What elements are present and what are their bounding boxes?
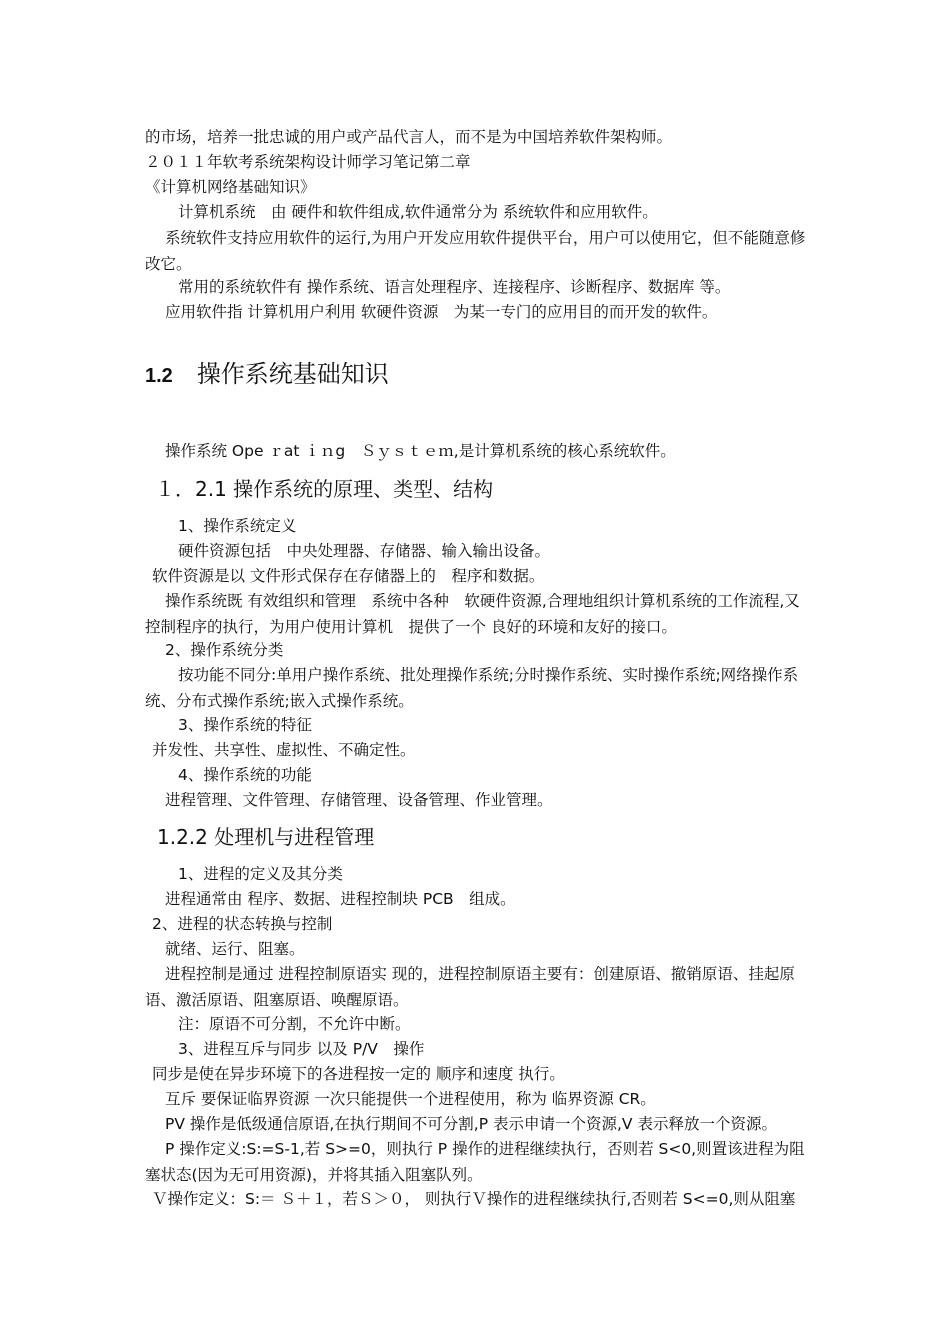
subsection-heading: 1.2.2 处理机与进程管理	[157, 825, 375, 849]
text-line: 常用的系统软件有 操作系统、语言处理程序、连接程序、诊断程序、数据库 等。	[178, 278, 731, 296]
section-title: 操作系统基础知识	[196, 360, 389, 388]
list-heading: 3、操作系统的特征	[178, 716, 312, 734]
text-line: 并发性、共享性、虚拟性、不确定性。	[152, 741, 416, 759]
text-line: 互斥 要保证临界资源 一次只能提供一个进程使用，称为 临界资源 CR。	[165, 1090, 656, 1108]
text-line: 硬件资源包括 中央处理器、存储器、输入输出设备。	[178, 542, 551, 560]
list-heading: 2、操作系统分类	[165, 641, 284, 659]
text-line: 进程通常由 程序、数据、进程控制块 PCB 组成。	[165, 890, 516, 908]
text-line: PV 操作是低级通信原语,在执行期间不可分割,P 表示申请一个资源,V 表示释放一个资源。	[165, 1115, 777, 1133]
text-line: 应用软件指 计算机用户利用 软硬件资源 为某一专门的应用目的而开发的软件。	[165, 303, 718, 321]
section-heading	[145, 357, 810, 393]
paragraph: 按功能不同分:单用户操作系统、批处理操作系统;分时操作系统、实时操作系统;网络操作系统、分布式操作系统;嵌入式操作系统。	[145, 666, 799, 710]
text-line: 同步是使在异步环境下的各进程按一定的 顺序和速度 执行。	[152, 1065, 565, 1083]
note-title: ２０１１年软考系统架构设计师学习笔记第二章	[145, 153, 471, 171]
paragraph: 进程控制是通过 进程控制原语实 现的，进程控制原语主要有：创建原语、撤销原语、挂起原语、激活原语、阻塞原语、唤醒原语。	[145, 965, 795, 1009]
text-line: 的市场，培养一批忠诚的用户或产品代言人，而不是为中国培养软件架构师。	[145, 128, 673, 146]
subsection-heading: １．2.1 操作系统的原理、类型、结构	[155, 477, 494, 501]
text-line: 就绪、运行、阻塞。	[165, 940, 305, 958]
list-heading: 1、进程的定义及其分类	[178, 865, 343, 883]
text-line: 操作系统 Ope ｒat ｉｎg Ｓｙｓｔｅｍ,是计算机系统的核心系统软件。	[165, 442, 676, 460]
section-number: 1.2	[145, 365, 173, 387]
text-line: 计算机系统 由 硬件和软件组成,软件通常分为 系统软件和应用软件。	[178, 203, 658, 221]
paragraph: P 操作定义:S:=S-1,若 S>=0，则执行 P 操作的进程继续执行，否则若 S<0,则置该进程为阻塞状态(因为无可用资源)，并将其插入阻塞队列。	[145, 1140, 805, 1184]
list-heading: 2、进程的状态转换与控制	[152, 915, 333, 933]
paragraph: 操作系统既 有效组织和管理 系统中各种 软硬件资源,合理地组织计算机系统的工作流程,又控制程序的执行，为用户使用计算机 提供了一个 良好的环境和友好的接口。	[145, 592, 800, 636]
paragraph: 系统软件支持应用软件的运行,为用户开发应用软件提供平台，用户可以使用它，但不能随意修改它。	[145, 229, 806, 273]
text-line: Ｖ操作定义：S:＝ Ｓ＋１，若Ｓ＞０， 则执行Ｖ操作的进程继续执行,否则若 S<=0,则从阻塞	[152, 1190, 796, 1208]
list-heading: 3、进程互斥与同步 以及 P/V 操作	[178, 1040, 425, 1058]
text-line: 进程管理、文件管理、存储管理、设备管理、作业管理。	[165, 791, 553, 809]
note-subtitle: 《计算机网络基础知识》	[145, 178, 316, 196]
text-line: 软件资源是以 文件形式保存在存储器上的 程序和数据。	[152, 567, 545, 585]
list-heading: 1、操作系统定义	[178, 517, 297, 535]
list-heading: 4、操作系统的功能	[178, 766, 312, 784]
text-line: 注：原语不可分割，不允许中断。	[178, 1015, 411, 1033]
